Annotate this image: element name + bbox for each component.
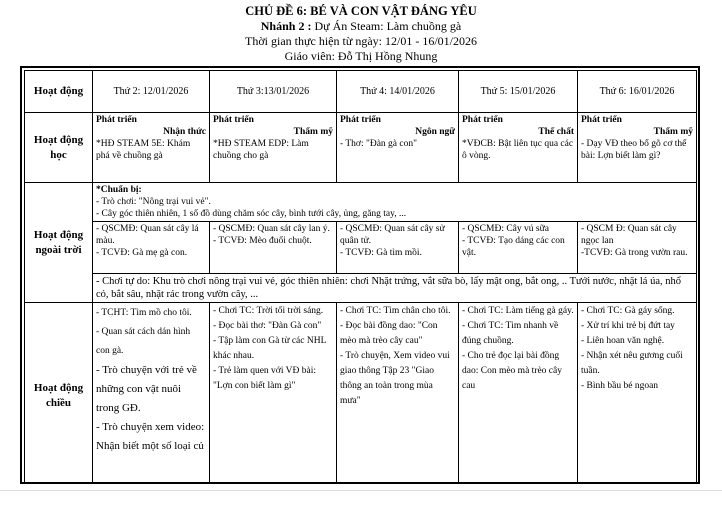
hoc-category: Phát triển: [581, 115, 622, 125]
hoc-text: - Thơ: "Đàn gà con": [340, 139, 417, 149]
hoc-category: Phát triển: [462, 115, 503, 125]
weekly-plan-table: [24, 70, 697, 484]
chieu-item: - Nhận xét nêu gương cuối tuần.: [581, 351, 683, 376]
outdoor-cell-mon: [93, 222, 210, 274]
prep-line: - Cây góc thiên nhiên, 1 số đồ dùng chăm sóc cây, bình tưới cây, ủng, găng tay, ...: [96, 209, 407, 219]
row-chieu: [25, 303, 697, 485]
outdoor-game: - TCVĐ: Mèo đuổi chuột.: [213, 236, 312, 246]
page-divider: [0, 490, 722, 491]
day-thursday: Thứ 5: 15/01/2026: [459, 71, 578, 113]
outdoor-game: - TCVĐ: Gà tìm mồi.: [340, 248, 422, 258]
chieu-item: - Chơi TC: Tìm nhanh về đúng chuồng.: [462, 321, 559, 346]
hoc-cell-thu: [459, 113, 578, 183]
outdoor-cell-fri: [578, 222, 697, 274]
document-header: [0, 4, 722, 64]
hoc-cell-tue: [210, 113, 337, 183]
chieu-item: - Tập làm con Gà từ các NHL khác nhau.: [213, 336, 327, 361]
hoc-text: *VĐCB: Bật liên tục qua các ô vòng.: [462, 139, 574, 161]
hoc-cell-wed: [337, 113, 459, 183]
outdoor-observe: - QSCMĐ: Quan sát cây lá màu.: [96, 224, 199, 246]
prep-cell: [93, 183, 697, 222]
outdoor-game: - TCVĐ: Tạo dáng các con vật.: [462, 236, 565, 258]
branch-line: [0, 19, 722, 34]
hoc-category: Phát triển: [96, 115, 137, 125]
chieu-item: - Xử trí khi trẻ bị đứt tay: [581, 321, 675, 331]
chieu-item: - Chơi TC: Trời tối trời sáng.: [213, 306, 324, 316]
prep-line: - Trò chơi: "Nông trại vui vẻ".: [96, 197, 211, 207]
plan-document: [20, 66, 700, 484]
outdoor-cell-wed: [337, 222, 459, 274]
chieu-cell-mon: [93, 303, 210, 485]
day-monday: Thứ 2: 12/01/2026: [93, 71, 210, 113]
chieu-cell-thu: [459, 303, 578, 485]
teacher-line: Giáo viên: Đỗ Thị Hồng Nhung: [284, 49, 438, 63]
chieu-cell-wed: [337, 303, 459, 485]
outdoor-observe: - QSCMĐ: Quan sát cây sử quân tử.: [340, 224, 445, 246]
chieu-item: - Chơi TC: Làm tiếng gà gáy.: [462, 306, 574, 316]
hoc-category: Phát triển: [340, 115, 381, 125]
outdoor-observe: - QSCMĐ: Quan sát cây lan ý.: [213, 224, 330, 234]
hoc-subcategory: Thẩm mỹ: [293, 127, 333, 137]
chieu-item: - Cho trẻ đọc lại bài đồng dao: Con mèo mà trèo cây cau: [462, 351, 562, 391]
outdoor-observe: - QSCMĐ: Cây vú sữa: [462, 224, 549, 234]
branch-name: Dự Án Steam: Làm chuồng gà: [314, 19, 462, 33]
row-freeplay: [25, 274, 697, 303]
time-line: Thời gian thực hiện từ ngày: 12/01 - 16/01/2026: [245, 34, 477, 48]
label-ngoaitroi: Hoạt động ngoài trời: [25, 183, 93, 303]
day-friday: Thứ 6: 16/01/2026: [578, 71, 697, 113]
outdoor-observe: - QSCM Đ: Quan sát cây ngọc lan: [581, 224, 677, 246]
theme-title: CHỦ ĐỀ 6: BÉ VÀ CON VẬT ĐÁNG YÊU: [245, 4, 477, 18]
day-wednesday: Thứ 4: 14/01/2026: [337, 71, 459, 113]
hoc-subcategory: Thẩm mỹ: [653, 127, 693, 137]
outdoor-game: - TCVĐ: Gà mẹ gà con.: [96, 248, 188, 258]
label-hoc: Hoạt động học: [25, 113, 93, 183]
hoc-subcategory: Thể chất: [538, 127, 574, 137]
hoc-subcategory: Nhận thức: [163, 127, 206, 137]
day-tuesday: Thứ 3:13/01/2026: [210, 71, 337, 113]
activity-header: Hoạt động: [25, 71, 93, 113]
chieu-cell-tue: [210, 303, 337, 485]
chieu-item: - Chơi TC: Gà gáy sống.: [581, 306, 675, 316]
chieu-item: - Trò chuyện xem video: Nhận biết một số loại củ: [96, 421, 205, 452]
branch-label: Nhánh 2 :: [260, 19, 312, 33]
chieu-item: - Trò chuyện, Xem video vui giao thông Tập 23 "Giao thông an toàn trong mùa mưa": [340, 351, 450, 406]
free-play-cell: - Chơi tự do: Khu trò chơi nông trại vui vẻ, góc thiên nhiên: chơi Nhặt trứng, vắt sữa bò, lấy mật ong, bắt ong, .. Tưới nước, nhặt lá úa, nhổ cỏ, bắt sâu, nhặt rác trong vườn cây, ...: [93, 274, 697, 303]
hoc-cell-mon: [93, 113, 210, 183]
chieu-item: - Đọc bài thơ: "Đàn Gà con": [213, 321, 322, 331]
header-row: [25, 71, 697, 113]
outdoor-game: -TCVĐ: Gà trong vườn rau.: [581, 248, 688, 258]
chieu-item: - Chơi TC: Tìm chân cho tôi.: [340, 306, 451, 316]
outdoor-cell-thu: [459, 222, 578, 274]
row-outdoor: [25, 222, 697, 274]
chieu-item: - Quan sát cách dán hình con gà.: [96, 327, 191, 356]
hoc-text: *HĐ STEAM EDP: Làm chuồng cho gà: [213, 139, 309, 161]
chieu-item: - Bình bầu bé ngoan: [581, 381, 659, 391]
row-prep: [25, 183, 697, 222]
hoc-text: *HĐ STEAM 5E: Khám phá về chuồng gà: [96, 139, 191, 161]
chieu-cell-fri: [578, 303, 697, 485]
outdoor-cell-tue: [210, 222, 337, 274]
chieu-item: - Trẻ làm quen với VĐ bài: "Lợn con biết làm gì": [213, 366, 317, 391]
hoc-subcategory: Ngôn ngữ: [415, 127, 455, 137]
row-hoc: [25, 113, 697, 183]
chieu-item: - Trò chuyện với trẻ về những con vật nuôi trong GĐ.: [96, 364, 197, 414]
hoc-category: Phát triển: [213, 115, 254, 125]
label-chieu: Hoạt động chiều: [25, 303, 93, 485]
prep-title: *Chuẩn bị:: [96, 185, 142, 195]
chieu-item: - Liên hoan văn nghệ.: [581, 336, 665, 346]
hoc-text: - Dạy VĐ theo bổ gõ cơ thể bài: Lợn biết làm gì?: [581, 139, 687, 161]
hoc-cell-fri: [578, 113, 697, 183]
chieu-item: - Đọc bài đồng dao: "Con mèo mà trèo cây cau": [340, 321, 438, 346]
chieu-item: - TCHT: Tìm mồ cho tôi.: [96, 308, 192, 318]
